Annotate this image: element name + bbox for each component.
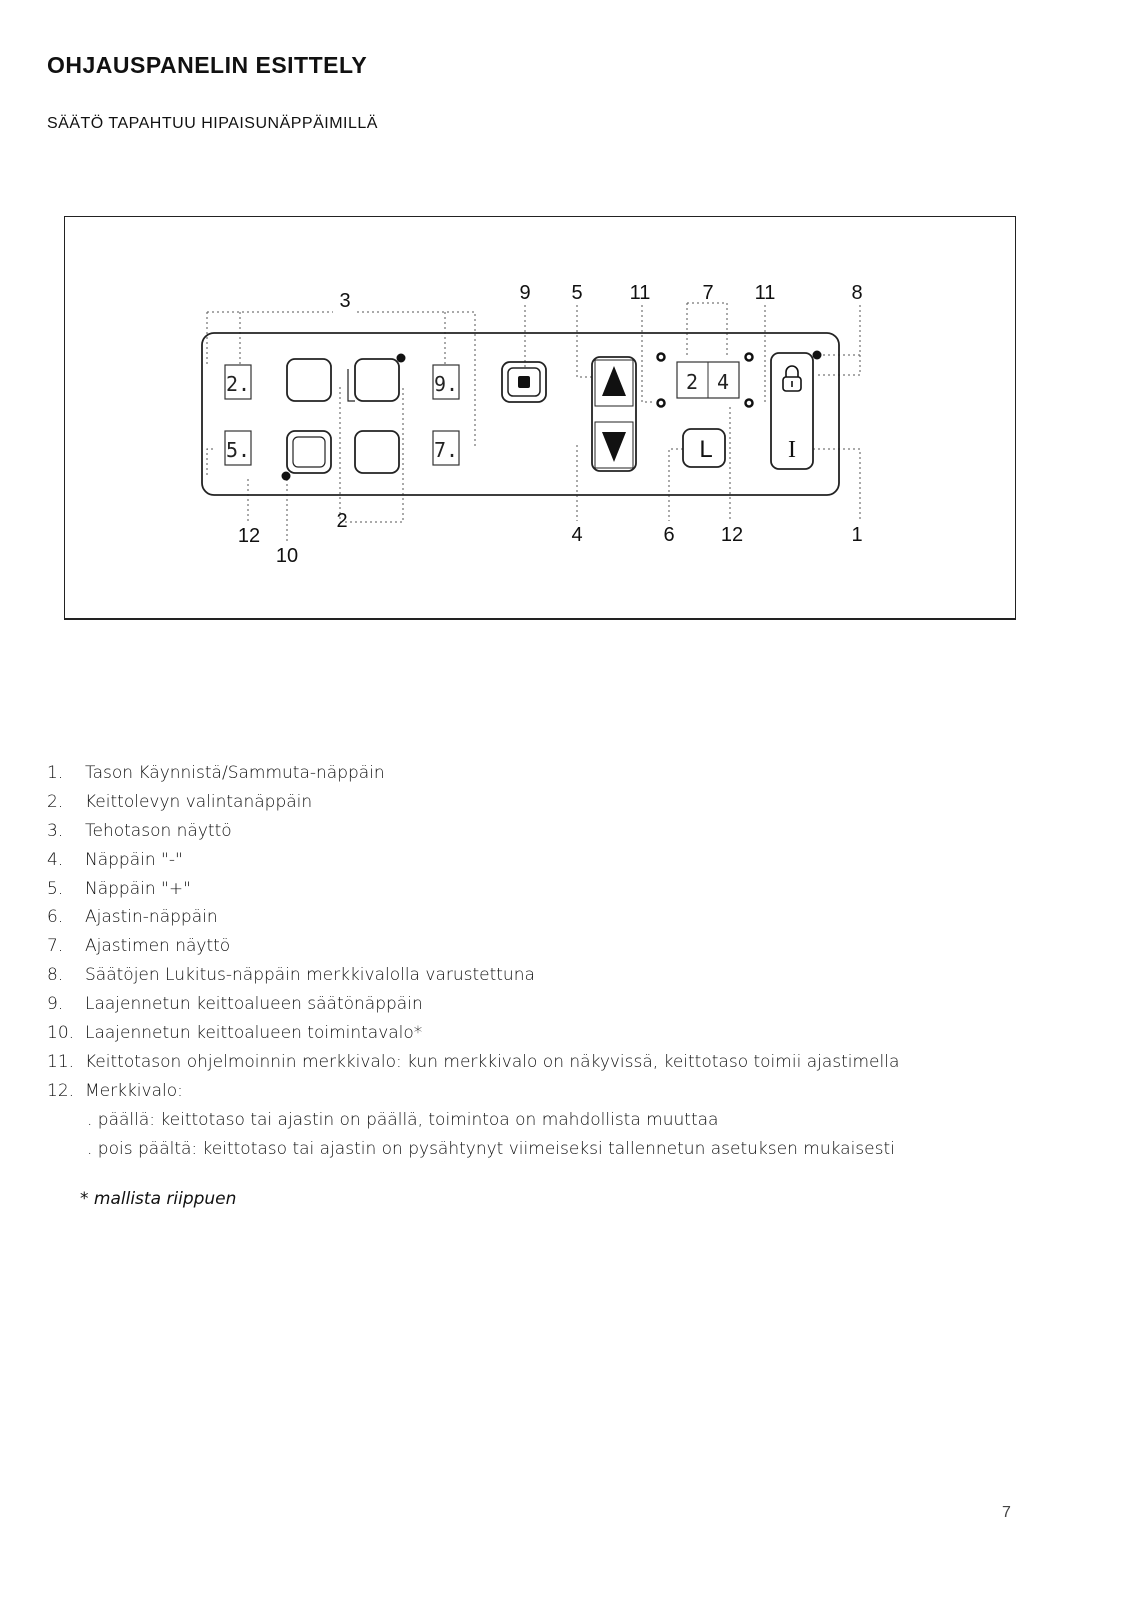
zone-display-top-left	[225, 365, 251, 399]
legend-item	[47, 875, 899, 904]
zone-display-top-left-value: 2.	[225, 372, 251, 396]
legend-item-text: Tehotason näyttö	[85, 820, 232, 841]
legend-item-number: 2.	[47, 791, 64, 812]
page-number: 7	[1002, 1504, 1011, 1521]
extended-zone-indicator-dot	[282, 472, 291, 481]
timer-display-right-digit: 4	[716, 370, 730, 394]
legend-item-text: Säätöjen Lukitus-näppäin merkkivalolla varustettuna	[85, 965, 535, 986]
zone-display-bottom-left-value: 5.	[225, 438, 251, 462]
zone-display-bottom-right-value: 7.	[433, 438, 459, 462]
page-subtitle: SÄÄTÖ TAPAHTUU HIPAISUNÄPPÄIMILLÄ	[47, 115, 378, 132]
timer-key-glyph: L	[699, 436, 713, 463]
zone-select-key-top-right[interactable]	[355, 359, 399, 401]
page-title: OHJAUSPANELIN ESITTELY	[47, 52, 368, 78]
footnote: * mallista riippuen	[80, 1189, 237, 1209]
legend-item	[47, 1077, 899, 1106]
legend-item-text: Merkkivalo:	[85, 1080, 183, 1101]
callout-12-right: 12	[720, 524, 744, 546]
timer-display	[677, 362, 739, 398]
legend-item	[47, 903, 899, 932]
legend-sub-item-on: . päällä: keittotaso tai ajastin on päällä, toimintoa on mahdollista muuttaa	[87, 1109, 719, 1130]
control-panel-figure	[64, 216, 1016, 620]
legend-item-number: 3.	[47, 820, 64, 841]
indicator-dot-zone-top-right	[397, 354, 406, 363]
callout-11-right: 11	[754, 282, 776, 304]
legend-item	[47, 990, 899, 1019]
zone-display-top-right-value: 9.	[433, 372, 459, 396]
callout-5: 5	[571, 282, 583, 304]
callout-3: 3	[339, 290, 351, 312]
callout-9: 9	[519, 282, 531, 304]
zone-select-key-bottom-right[interactable]	[355, 431, 399, 473]
callout-4: 4	[571, 524, 583, 546]
legend-list	[47, 759, 899, 1163]
on-off-key-glyph: I	[788, 437, 796, 463]
legend-item-number: 9.	[47, 994, 64, 1015]
plus-key[interactable]	[595, 360, 633, 406]
lock-key[interactable]	[777, 363, 807, 393]
programming-light-right-bottom	[746, 400, 753, 407]
on-off-key[interactable]	[777, 427, 807, 463]
programming-light-left-top	[658, 354, 665, 361]
callout-10: 10	[275, 545, 299, 567]
timer-display-left-digit: 2	[685, 370, 699, 394]
minus-key[interactable]	[595, 422, 633, 468]
square-stop-icon	[518, 376, 530, 388]
callout-12-left: 12	[237, 525, 261, 547]
legend-item	[47, 788, 899, 817]
callout-2: 2	[336, 510, 348, 532]
callout-7: 7	[702, 282, 714, 304]
callout-numbers	[238, 282, 863, 567]
extended-zone-key[interactable]	[502, 362, 546, 402]
legend-item-text: Ajastin-näppäin	[85, 907, 218, 928]
extended-zone-outline	[348, 369, 355, 401]
callout-11-left: 11	[629, 282, 651, 304]
timer-key[interactable]	[683, 429, 725, 467]
zone-display-bottom-right	[433, 431, 459, 465]
triangle-down-icon	[602, 432, 626, 462]
legend-item-text: Ajastimen näyttö	[85, 936, 231, 957]
legend-item-number: 4.	[47, 849, 64, 870]
legend-item-number: 6.	[47, 907, 64, 928]
legend-item-number: 10.	[47, 1023, 75, 1044]
legend-item-text: Näppäin "+"	[85, 878, 191, 899]
callout-8: 8	[851, 282, 863, 304]
callout-6: 6	[663, 524, 675, 546]
legend-item-number: 12.	[47, 1080, 75, 1101]
legend-item	[47, 759, 899, 788]
legend-item-text: Keittotason ohjelmoinnin merkkivalo: kun merkkivalo on näkyvissä, keittotaso toimii ajastimella	[85, 1051, 900, 1072]
triangle-up-icon	[602, 366, 626, 396]
legend-item-number: 11.	[47, 1051, 75, 1072]
legend-item-text: Keittolevyn valintanäppäin	[85, 791, 313, 812]
legend-item	[47, 961, 899, 990]
legend-item-number: 5.	[47, 878, 64, 899]
zone-display-bottom-left	[225, 431, 251, 465]
control-panel-diagram	[65, 217, 1017, 621]
legend-item	[47, 1048, 899, 1077]
legend-item	[47, 817, 899, 846]
legend-item-text: Näppäin "-"	[85, 849, 183, 870]
legend-item-text: Laajennetun keittoalueen toimintavalo*	[85, 1023, 423, 1044]
legend-item-number: 1.	[47, 763, 64, 783]
zone-display-top-right	[433, 365, 459, 399]
lock-icon	[783, 366, 801, 391]
programming-light-right-top	[746, 354, 753, 361]
legend-item-text: Tason Käynnistä/Sammuta-näppäin	[85, 763, 385, 783]
zone-select-key-bottom-left-inner	[293, 437, 325, 467]
lock-indicator-dot	[813, 351, 822, 360]
legend-item-text: Laajennetun keittoalueen säätönäppäin	[85, 994, 423, 1015]
legend-item	[47, 1019, 899, 1048]
control-panel-body	[202, 333, 839, 495]
zone-select-key-top-left[interactable]	[287, 359, 331, 401]
legend-item	[47, 846, 899, 875]
programming-light-left-bottom	[658, 400, 665, 407]
legend-sub-item-off: . pois päältä: keittotaso tai ajastin on pysähtynyt viimeiseksi tallennetun asetuksen mukaisesti	[87, 1138, 895, 1159]
legend-item-number: 8.	[47, 965, 64, 986]
legend-item-number: 7.	[47, 936, 64, 957]
legend-item	[47, 932, 899, 961]
callout-1: 1	[851, 524, 863, 546]
leader-lines	[207, 303, 860, 543]
